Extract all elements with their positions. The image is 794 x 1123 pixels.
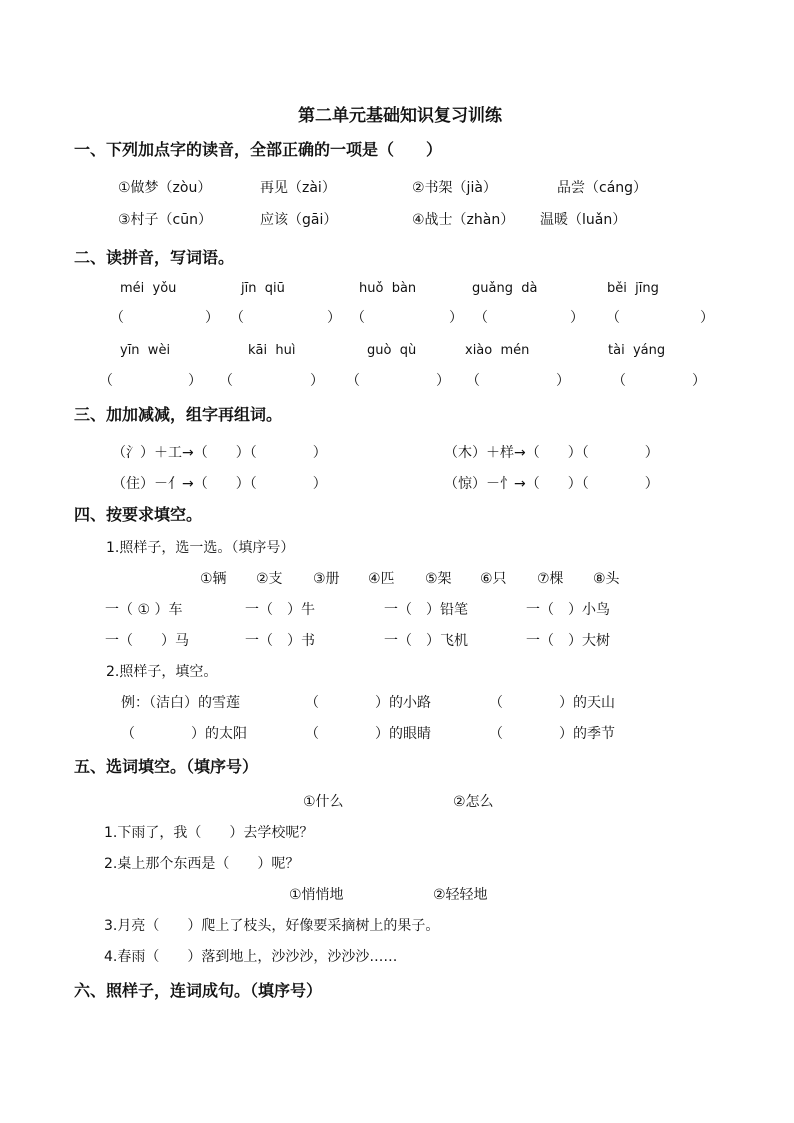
- answer-paren-close: ）: [188, 373, 202, 389]
- word-option: ①什么: [303, 794, 344, 810]
- s5-question: 2.桌上那个东西是（ ）呢？: [104, 856, 300, 872]
- s4-question-1: 1.照样子，选一选。（填序号）: [106, 540, 295, 556]
- measure-word-option: ②支: [256, 571, 283, 587]
- s4-blank: 一（ ）飞机: [384, 633, 468, 649]
- answer-paren-close: ）: [310, 373, 324, 389]
- s4-blank: 一（ ① ）车: [105, 602, 183, 618]
- section-3-heading: 三、加加减减，组字再组词。: [74, 405, 283, 424]
- answer-paren-open: （: [466, 373, 480, 389]
- s1-option: ①做梦（zòu）: [118, 180, 212, 196]
- pinyin: xiào mén: [465, 343, 530, 358]
- s4-blank: 一（ ）大树: [526, 633, 610, 649]
- measure-word-option: ⑥只: [480, 571, 507, 587]
- answer-paren-open: （: [110, 310, 124, 326]
- pinyin: tài yáng: [608, 343, 666, 358]
- answer-paren-close: ）: [449, 310, 463, 326]
- measure-word-option: ⑧头: [593, 571, 620, 587]
- s4-blank: （ ）的眼睛: [305, 726, 431, 742]
- pinyin: jīn qiū: [241, 281, 285, 296]
- s1-option: ④战士（zhàn）: [412, 212, 515, 228]
- pinyin: guò qù: [367, 343, 417, 358]
- s4-blank: 一（ ）小鸟: [526, 602, 610, 618]
- s4-blank: （ ）的天山: [489, 695, 615, 711]
- s1-option: 应该（gāi）: [260, 212, 338, 228]
- s1-option: 温暖（luǎn）: [540, 212, 627, 228]
- word-option: ②怎么: [453, 794, 494, 810]
- s4-question-2: 2.照样子，填空。: [106, 664, 218, 680]
- word-option: ②轻轻地: [433, 887, 488, 903]
- s4-blank: 一（ ）书: [245, 633, 315, 649]
- answer-paren-open: （: [346, 373, 360, 389]
- s4-blank: （ ）的太阳: [121, 726, 247, 742]
- answer-paren-open: （: [99, 373, 113, 389]
- s4-blank: 一（ ）铅笔: [384, 602, 468, 618]
- measure-word-option: ③册: [313, 571, 340, 587]
- answer-paren-close: ）: [700, 310, 714, 326]
- answer-paren-open: （: [351, 310, 365, 326]
- page-title: 第二单元基础知识复习训练: [298, 106, 502, 126]
- s3-item: （惊）－忄→（ ）（ ）: [444, 476, 659, 492]
- s4-example: 例：（洁白）的雪莲: [121, 695, 240, 711]
- s4-blank: （ ）的小路: [305, 695, 431, 711]
- s4-blank: 一（ ）牛: [245, 602, 315, 618]
- measure-word-option: ④匹: [368, 571, 395, 587]
- measure-word-option: ①辆: [200, 571, 227, 587]
- s3-item: （住）－亻→（ ）（ ）: [112, 476, 327, 492]
- section-6-heading: 六、照样子，连词成句。（填序号）: [74, 981, 323, 1000]
- section-5-heading: 五、选词填空。（填序号）: [74, 757, 259, 776]
- word-option: ①悄悄地: [289, 887, 344, 903]
- answer-paren-open: （: [219, 373, 233, 389]
- answer-paren-close: ）: [327, 310, 341, 326]
- pinyin: kāi huì: [248, 343, 296, 358]
- answer-paren-open: （: [612, 373, 626, 389]
- answer-paren-close: ）: [436, 373, 450, 389]
- answer-paren-close: ）: [556, 373, 570, 389]
- s5-question: 1.下雨了，我（ ）去学校呢？: [104, 825, 314, 841]
- section-4-heading: 四、按要求填空。: [74, 505, 203, 524]
- s1-option: 再见（zài）: [260, 180, 336, 196]
- pinyin: huǒ bàn: [359, 281, 417, 296]
- answer-paren-open: （: [606, 310, 620, 326]
- s5-question: 3.月亮（ ）爬上了枝头，好像要采摘树上的果子。: [104, 918, 440, 934]
- measure-word-option: ⑤架: [425, 571, 452, 587]
- answer-paren-close: ）: [205, 310, 219, 326]
- answer-paren-open: （: [230, 310, 244, 326]
- pinyin: běi jīng: [607, 281, 659, 296]
- answer-paren-open: （: [474, 310, 488, 326]
- s1-option: ②书架（jià）: [412, 180, 497, 196]
- s3-item: （氵）＋工→（ ）（ ）: [112, 445, 327, 461]
- s5-question: 4.春雨（ ）落到地上，沙沙沙，沙沙沙……: [104, 949, 398, 965]
- s4-blank: （ ）的季节: [489, 726, 615, 742]
- answer-paren-close: ）: [570, 310, 584, 326]
- pinyin: guǎng dà: [472, 281, 538, 296]
- pinyin: yīn wèi: [120, 343, 171, 358]
- pinyin: méi yǒu: [120, 281, 177, 296]
- answer-paren-close: ）: [692, 373, 706, 389]
- section-1-heading: 一、下列加点字的读音，全部正确的一项是（ ）: [74, 140, 443, 159]
- s4-blank: 一（ ）马: [105, 633, 189, 649]
- s1-option: ③村子（cūn）: [118, 212, 212, 228]
- s3-item: （木）＋样→（ ）（ ）: [444, 445, 659, 461]
- s1-option: 品尝（cáng）: [557, 180, 648, 196]
- section-2-heading: 二、读拼音，写词语。: [74, 248, 235, 267]
- measure-word-option: ⑦棵: [537, 571, 564, 587]
